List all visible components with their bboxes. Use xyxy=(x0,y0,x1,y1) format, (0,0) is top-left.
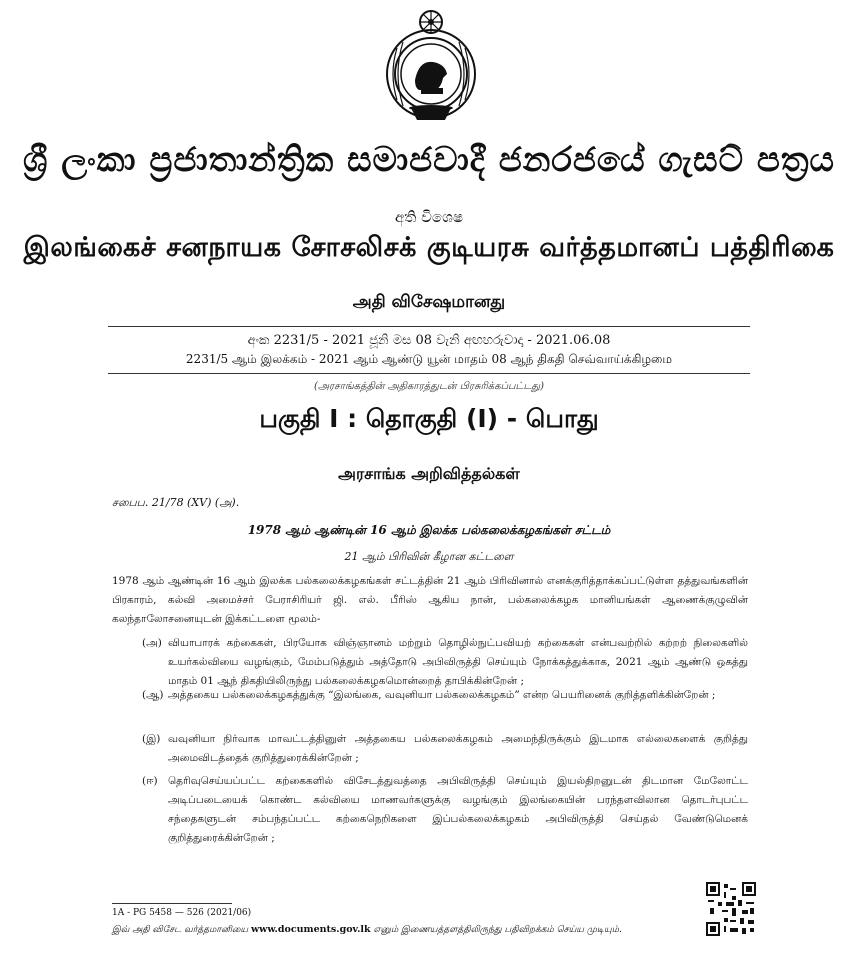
list-item-text: வியாபாரக் கற்கைகள், பிரயோக விஞ்ஞானம் மற்றும் தொழில்நுட்பவியற் கற்கைகள் என்பவற்றில் கற்றற் நிலைகளில் உயர்கல்வியை வழங்கும், மேம்படுத்தும் அத்தோடு அபிவிருத்தி செய்யும் நோக்கத்துக்காக, 2021 ஆம் ஆண்டு ஒகத்து மாதம் 01 ஆந் திகதியிலிருந்து பல்கலைக்கழகமொன்றைத் தாபிக்கின்றேன் ; xyxy=(168,637,748,687)
divider xyxy=(108,326,750,327)
list-item xyxy=(142,634,748,691)
list-item xyxy=(142,730,748,768)
sinhala-gazette-title: ශ්‍රී ලංකා ප්‍රජාතාන්ත්‍රික සමාජවාදී ජනරජයේ ගැසට් පත්‍රය xyxy=(23,140,835,180)
documents-website-link[interactable]: www.documents.gov.lk xyxy=(250,924,371,935)
list-item xyxy=(142,772,748,848)
list-item-text: தெரிவுசெய்யப்பட்ட கற்கைகளில் விசேடத்துவத்தை அபிவிருத்தி செய்யும் இயல்திறனுடன் திடமான மேலோட்ட அடிப்படையைக் கொண்ட கல்வியை மாணவர்களுக்கு வழங்கும் இலங்கையின் பரந்தளவிலான தொடர்புபட்ட சந்தைகளுடன் சம்பந்தப்பட்ட கற்கைநெறிகளை இப்பல்கலைக்கழகம் அபிவிருத்தி செய்தல் வேண்டுமெனக் குறித்துரைக்கின்றேன் ; xyxy=(168,775,748,844)
issue-line-tamil: 2231/5 ஆம் இலக்கம் - 2021 ஆம் ஆண்டு யூன் மாதம் 08 ஆந் திகதி செவ்வாய்க்கிழமை xyxy=(185,352,673,366)
divider xyxy=(108,373,750,374)
reference-number: சபைப. 21/78 (XV) (அ). xyxy=(112,496,240,509)
list-item-marker: (ஈ) xyxy=(142,775,158,787)
list-item-text: அத்தகைய பல்கலைக்கழகத்துக்கு “இலங்கை, வவுனியா பல்கலைக்கழகம்” என்ற பெயரினைக் குறித்தளிக்கின்றேன் ; xyxy=(168,689,716,701)
list-item-text: வவுனியா நிர்வாக மாவட்டத்தினுள் அத்தகைய பல்கலைக்கழகம் அமைந்திருக்கும் இடமாக எல்லைகளைக் குறித்து அமைவிடத்தைக் குறித்துரைக்கின்றேன் ; xyxy=(168,733,748,764)
section-heading: அரசாங்க அறிவித்தல்கள் xyxy=(338,464,520,483)
footer-text-after: எனும் இணையத்தளத்திலிருந்து பதிவிறக்கம் செய்ய முடியும். xyxy=(373,925,622,935)
footer-note xyxy=(112,924,622,936)
sinhala-extraordinary-label: අති විශෙෂ xyxy=(394,208,464,226)
intro-paragraph: 1978 ஆம் ஆண்டின் 16 ஆம் இலக்க பல்கலைக்கழகங்கள் சட்டத்தின் 21 ஆம் பிரிவினால் எனக்குரித்தாக்கப்பட்டுள்ள தத்துவங்களின் பிரகாரம், கல்வி அமைச்சர் பேராசிரியர் ஜி. எல். பீரிஸ் ஆகிய நான், பல்கலைக்கழக மானியங்கள் ஆணைக்குழுவின் கலந்தாலோசனையுடன் இக்கட்டளை மூலம்- xyxy=(112,575,748,625)
footer-divider xyxy=(112,903,232,904)
act-title: 1978 ஆம் ஆண்டின் 16 ஆம் இலக்க பல்கலைக்கழகங்கள் சட்டம் xyxy=(247,523,611,537)
tamil-extraordinary-label: அதி விசேஷமானது xyxy=(352,292,506,312)
issue-line-sinhala: අංක 2231/5 - 2021 ජූනි මස 08 වැනි අඟහරුවාදා - 2021.06.08 xyxy=(247,333,611,348)
list-item xyxy=(142,686,748,705)
published-by-authority-note: (அரசாங்கத்தின் அதிகாரத்துடன் பிரசுரிக்கப்பட்டது) xyxy=(314,381,544,392)
list-item-marker: (ஆ) xyxy=(142,689,164,701)
order-title: 21 ஆம் பிரிவின் கீழான கட்டளை xyxy=(344,550,514,563)
part-heading: பகுதி I : தொகுதி (I) - பொது xyxy=(259,404,599,433)
tamil-gazette-title: இலங்கைச் சனநாயக சோசலிசக் குடியரசு வர்த்தமானப் பத்திரிகை xyxy=(23,232,835,263)
qr-code-icon xyxy=(706,882,756,936)
list-item-marker: (இ) xyxy=(142,733,161,745)
print-code: 1A - PG 5458 — 526 (2021/06) xyxy=(112,908,252,918)
sri-lanka-emblem-icon xyxy=(375,8,487,126)
footer-text-before: இவ் அதி விசேட வர்த்தமானியை xyxy=(112,925,249,935)
list-item-marker: (அ) xyxy=(142,637,162,649)
